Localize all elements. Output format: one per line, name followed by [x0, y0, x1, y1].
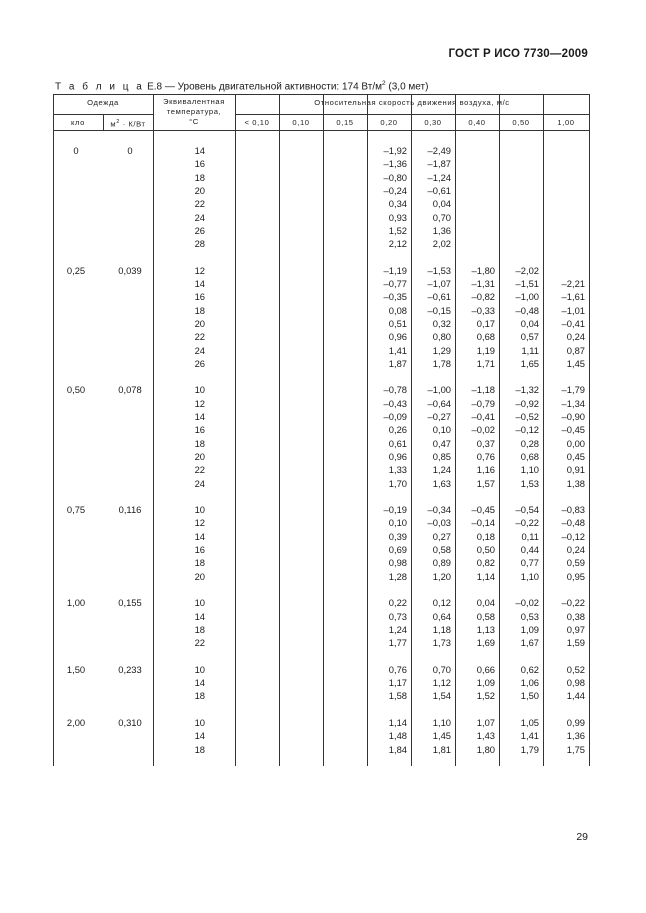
temperature-value: 18: [194, 171, 205, 183]
pmv-value: 1,65: [520, 357, 539, 369]
pmv-value: –0,61: [427, 291, 451, 303]
header-bottom-border: [53, 130, 590, 131]
pmv-value: 0,10: [432, 424, 451, 436]
pmv-value: 0,76: [388, 663, 407, 675]
pmv-value: –0,24: [383, 184, 407, 196]
pmv-value: –2,02: [515, 264, 539, 276]
pmv-value: –0,90: [561, 411, 585, 422]
pmv-value: 0,26: [388, 424, 407, 436]
pmv-value: 0,89: [432, 557, 451, 569]
pmv-value: 0,64: [432, 610, 451, 622]
pmv-value: 0,76: [476, 450, 495, 462]
pmv-value: –0,41: [471, 411, 495, 422]
pmv-value: –1,24: [427, 171, 451, 183]
pmv-value: 1,18: [432, 623, 451, 635]
caption-label: Е.8 — Уровень двигательной активности: 174 Вт/м: [147, 81, 382, 93]
pmv-value: 1,38: [566, 477, 585, 489]
temperature-value: 12: [194, 517, 205, 529]
pmv-value: 0,62: [520, 663, 539, 675]
header-temp-line3: °С: [189, 117, 199, 126]
pmv-value: 1,77: [388, 637, 407, 649]
pmv-value: –1,80: [471, 264, 495, 276]
pmv-value: –0,43: [383, 397, 407, 409]
pmv-value: 0,68: [476, 331, 495, 343]
pmv-value: –0,03: [427, 517, 451, 529]
table-top-border: [53, 94, 590, 95]
pmv-value: 0,96: [388, 331, 407, 343]
pmv-value: –0,80: [383, 171, 407, 183]
pmv-value: 0,95: [566, 570, 585, 582]
temperature-value: 14: [194, 145, 205, 156]
caption-sup: 2: [382, 80, 386, 87]
clo-value: 0,25: [66, 264, 86, 276]
pmv-value: 1,10: [432, 716, 451, 728]
temperature-value: 12: [194, 264, 205, 276]
temperature-value: 20: [194, 317, 205, 329]
pmv-value: –0,45: [471, 504, 495, 516]
pmv-value: 1,07: [476, 716, 495, 728]
temperature-value: 10: [194, 663, 205, 675]
temperature-value: 14: [194, 610, 205, 622]
pmv-value: –1,18: [471, 384, 495, 396]
pmv-value: 0,57: [520, 331, 539, 343]
header-air-speed: Относительная скорость движения воздуха, м/с: [314, 98, 510, 107]
pmv-value: 0,04: [432, 198, 451, 210]
pmv-value: 1,87: [388, 357, 407, 369]
temperature-value: 10: [194, 716, 205, 728]
pmv-value: 0,51: [388, 317, 407, 329]
temperature-value: 18: [194, 690, 205, 702]
temperature-value: 20: [194, 570, 205, 582]
temperature-value: 10: [194, 597, 205, 609]
pmv-value: –1,01: [561, 304, 585, 316]
temperature-value: 14: [194, 411, 205, 422]
temperature-value: 18: [194, 437, 205, 449]
temperature-value: 22: [194, 331, 205, 343]
clo-value: 0,50: [66, 384, 86, 396]
pmv-value: 0,53: [520, 610, 539, 622]
pmv-value: 1,81: [432, 743, 451, 755]
pmv-value: 0,99: [566, 716, 585, 728]
pmv-value: 2,12: [388, 238, 407, 250]
pmv-value: 1,11: [521, 344, 539, 356]
clo-value: 1,50: [66, 663, 86, 675]
pmv-value: 0,27: [432, 530, 451, 542]
pmv-value: –1,53: [427, 264, 451, 276]
header-speed-010: 0,10: [292, 118, 310, 127]
pmv-value: –0,02: [515, 597, 539, 609]
pmv-value: –0,09: [383, 411, 407, 422]
pmv-value: –0,64: [427, 397, 451, 409]
pmv-value: 0,12: [432, 597, 451, 609]
pmv-value: 0,70: [432, 663, 451, 675]
caption-suffix: (3,0 мет): [385, 81, 429, 93]
temperature-value: 26: [194, 224, 205, 236]
pmv-value: 0,96: [388, 450, 407, 462]
pmv-value: –0,41: [561, 317, 585, 329]
clo-value: 1,00: [66, 597, 86, 609]
temperature-value: 26: [194, 357, 205, 369]
header-m2-sup: 2: [116, 119, 120, 125]
caption-prefix: Т а б л и ц а: [55, 81, 145, 93]
pmv-value: 1,20: [432, 570, 451, 582]
pmv-value: 1,41: [520, 730, 539, 742]
pmv-value: 0,82: [476, 557, 495, 569]
m2kw-value: 0: [127, 145, 133, 156]
pmv-value: –0,52: [515, 411, 539, 422]
pmv-value: –0,48: [515, 304, 539, 316]
pmv-value: 1,12: [432, 677, 451, 688]
pmv-value: –0,45: [561, 424, 585, 436]
pmv-value: 0,37: [476, 437, 495, 449]
pmv-value: 0,91: [566, 464, 585, 476]
pmv-value: –1,00: [427, 384, 451, 396]
document-id: ГОСТ Р ИСО 7730—2009: [448, 48, 588, 60]
pmv-value: 0,66: [476, 663, 495, 675]
pmv-value: –1,51: [515, 278, 539, 289]
temperature-value: 12: [194, 397, 205, 409]
header-temp-line2: температура,: [166, 107, 222, 116]
pmv-value: 1,28: [388, 570, 407, 582]
pmv-value: 0,28: [520, 437, 539, 449]
pmv-value: 1,84: [388, 743, 407, 755]
temperature-value: 16: [194, 291, 205, 303]
temperature-value: 14: [194, 278, 205, 289]
pmv-value: –2,21: [561, 278, 585, 289]
pmv-value: –0,12: [561, 530, 585, 542]
pmv-value: 1,79: [520, 743, 539, 755]
temperature-value: 24: [194, 477, 205, 489]
temperature-value: 14: [194, 530, 205, 542]
temperature-value: 10: [194, 504, 205, 516]
m2kw-value: 0,078: [118, 384, 142, 396]
temperature-value: 24: [194, 344, 205, 356]
pmv-value: –0,14: [471, 517, 495, 529]
m2kw-value: 0,116: [118, 504, 142, 516]
header-speed-050: 0,50: [512, 118, 530, 127]
header-speed-lt010: < 0,10: [244, 118, 270, 127]
pmv-value: 1,63: [432, 477, 451, 489]
pmv-value: 1,16: [476, 464, 495, 476]
pmv-value: 1,41: [388, 344, 407, 356]
pmv-value: 0,00: [566, 437, 585, 449]
header-clo: кло: [71, 118, 85, 127]
pmv-value: 0,04: [476, 597, 495, 609]
page-number: 29: [576, 831, 588, 843]
header-speed-100: 1,00: [557, 118, 575, 127]
pmv-value: 0,85: [432, 450, 451, 462]
pmv-value: 0,73: [388, 610, 407, 622]
pmv-value: –0,35: [383, 291, 407, 303]
pmv-value: 0,04: [520, 317, 539, 329]
pmv-value: –0,19: [383, 504, 407, 516]
pmv-value: –1,61: [561, 291, 585, 303]
temperature-value: 24: [194, 211, 205, 223]
m2kw-value: 0,310: [118, 716, 142, 728]
temperature-value: 18: [194, 623, 205, 635]
clo-value: 0: [73, 145, 79, 156]
clo-value: 2,00: [66, 716, 86, 728]
pmv-value: 1,06: [520, 677, 539, 688]
pmv-value: –0,33: [471, 304, 495, 316]
pmv-value: 1,75: [566, 743, 585, 755]
pmv-value: 0,10: [388, 517, 407, 529]
temperature-value: 20: [194, 450, 205, 462]
pmv-value: –1,87: [427, 158, 451, 170]
col-divider-speeds: [235, 94, 236, 766]
header-speed-040: 0,40: [468, 118, 486, 127]
pmv-value: 0,34: [388, 198, 407, 210]
pmv-value: 0,58: [476, 610, 495, 622]
pmv-value: 1,36: [432, 224, 451, 236]
pmv-value: 0,50: [476, 544, 495, 555]
pmv-value: –2,49: [427, 145, 451, 156]
pmv-value: –0,02: [471, 424, 495, 436]
temperature-value: 10: [194, 384, 205, 396]
temperature-value: 14: [194, 677, 205, 688]
pmv-value: 1,05: [520, 716, 539, 728]
pmv-value: 0,93: [388, 211, 407, 223]
temperature-value: 18: [194, 557, 205, 569]
pmv-value: 0,39: [388, 530, 407, 542]
pmv-value: 1,24: [432, 464, 451, 476]
clo-value: 0,75: [66, 504, 86, 516]
pmv-value: 0,68: [520, 450, 539, 462]
header-subdivider: [235, 114, 590, 115]
pmv-table: [53, 94, 590, 766]
pmv-value: 0,18: [476, 530, 495, 542]
pmv-value: 1,50: [520, 690, 539, 702]
pmv-value: 0,98: [388, 557, 407, 569]
pmv-value: 0,17: [476, 317, 495, 329]
pmv-value: 0,58: [432, 544, 451, 555]
pmv-value: 0,59: [566, 557, 585, 569]
pmv-value: 1,14: [388, 716, 407, 728]
pmv-value: 1,17: [388, 677, 407, 688]
pmv-value: 1,71: [476, 357, 495, 369]
pmv-value: –1,00: [515, 291, 539, 303]
m2kw-value: 0,039: [118, 264, 142, 276]
pmv-value: 1,57: [476, 477, 495, 489]
pmv-value: 1,09: [520, 623, 539, 635]
pmv-value: 1,44: [566, 690, 585, 702]
pmv-value: 0,24: [566, 544, 585, 555]
pmv-value: 0,08: [388, 304, 407, 316]
pmv-value: 1,78: [432, 357, 451, 369]
pmv-value: 1,70: [388, 477, 407, 489]
pmv-value: 1,54: [432, 690, 451, 702]
pmv-value: –1,07: [427, 278, 451, 289]
pmv-value: 1,73: [432, 637, 451, 649]
pmv-value: –1,92: [383, 145, 407, 156]
temperature-value: 16: [194, 158, 205, 170]
m2kw-value: 0,155: [118, 597, 142, 609]
pmv-value: 1,48: [388, 730, 407, 742]
pmv-value: –0,22: [561, 597, 585, 609]
pmv-value: 0,45: [566, 450, 585, 462]
pmv-value: 0,69: [388, 544, 407, 555]
pmv-value: 0,11: [521, 530, 539, 542]
pmv-value: 1,45: [432, 730, 451, 742]
pmv-value: 1,45: [566, 357, 585, 369]
header-speed-015: 0,15: [336, 118, 354, 127]
pmv-value: –0,34: [427, 504, 451, 516]
pmv-value: 1,10: [520, 570, 539, 582]
pmv-value: 1,36: [566, 730, 585, 742]
header-speed-030: 0,30: [424, 118, 442, 127]
pmv-value: 2,02: [432, 238, 451, 250]
pmv-value: 1,10: [520, 464, 539, 476]
pmv-value: 1,52: [476, 690, 495, 702]
pmv-value: 0,97: [566, 623, 585, 635]
pmv-value: –0,79: [471, 397, 495, 409]
pmv-value: 1,67: [520, 637, 539, 649]
pmv-value: –0,83: [561, 504, 585, 516]
temperature-value: 20: [194, 184, 205, 196]
pmv-value: 0,44: [520, 544, 539, 555]
pmv-value: –1,36: [383, 158, 407, 170]
pmv-value: –0,22: [515, 517, 539, 529]
pmv-value: 1,14: [476, 570, 495, 582]
pmv-value: 0,52: [566, 663, 585, 675]
pmv-value: 1,80: [476, 743, 495, 755]
header-m2-prefix: м: [110, 119, 117, 129]
pmv-value: 0,98: [566, 677, 585, 688]
pmv-value: –0,54: [515, 504, 539, 516]
pmv-value: 0,87: [566, 344, 585, 356]
pmv-value: –1,19: [383, 264, 407, 276]
pmv-value: –0,82: [471, 291, 495, 303]
pmv-value: 0,24: [566, 331, 585, 343]
pmv-value: –0,48: [561, 517, 585, 529]
pmv-value: –0,77: [383, 278, 407, 289]
col-divider-015: [323, 94, 324, 766]
pmv-value: 0,70: [432, 211, 451, 223]
pmv-value: –1,31: [471, 278, 495, 289]
temperature-value: 28: [194, 238, 205, 250]
pmv-value: 1,29: [432, 344, 451, 356]
pmv-value: 1,53: [520, 477, 539, 489]
pmv-value: –0,92: [515, 397, 539, 409]
pmv-value: 1,33: [388, 464, 407, 476]
header-m2kw: [103, 117, 153, 130]
pmv-value: 0,38: [566, 610, 585, 622]
pmv-value: 1,58: [388, 690, 407, 702]
pmv-value: –1,34: [561, 397, 585, 409]
pmv-value: 0,47: [432, 437, 451, 449]
pmv-value: 1,43: [476, 730, 495, 742]
table-right-border: [589, 94, 590, 766]
pmv-value: 1,59: [566, 637, 585, 649]
pmv-value: 1,52: [388, 224, 407, 236]
temperature-value: 14: [194, 730, 205, 742]
header-m2-suffix: · К/Вт: [119, 119, 146, 129]
m2kw-value: 0,233: [118, 663, 142, 675]
pmv-value: 0,32: [432, 317, 451, 329]
header-temp-line1: Эквивалентная: [163, 97, 225, 106]
pmv-value: 0,22: [388, 597, 407, 609]
temperature-value: 22: [194, 637, 205, 649]
pmv-value: 1,19: [476, 344, 495, 356]
pmv-value: 1,09: [476, 677, 495, 688]
pmv-value: 1,13: [476, 623, 495, 635]
pmv-value: –1,32: [515, 384, 539, 396]
pmv-value: –0,78: [383, 384, 407, 396]
pmv-value: 0,61: [388, 437, 407, 449]
temperature-value: 18: [194, 304, 205, 316]
pmv-value: –1,79: [561, 384, 585, 396]
temperature-value: 16: [194, 544, 205, 555]
pmv-value: –0,12: [515, 424, 539, 436]
temperature-value: 22: [194, 464, 205, 476]
temperature-value: 18: [194, 743, 205, 755]
pmv-value: 1,69: [476, 637, 495, 649]
pmv-value: –0,15: [427, 304, 451, 316]
pmv-value: 0,80: [432, 331, 451, 343]
pmv-value: 0,77: [520, 557, 539, 569]
temperature-value: 22: [194, 198, 205, 210]
pmv-value: –0,27: [427, 411, 451, 422]
pmv-value: 1,24: [388, 623, 407, 635]
header-clothing: Одежда: [87, 98, 119, 107]
pmv-value: –0,61: [427, 184, 451, 196]
table-caption: [55, 80, 428, 92]
col-divider-010: [279, 94, 280, 766]
header-speed-020: 0,20: [380, 118, 398, 127]
temperature-value: 16: [194, 424, 205, 436]
